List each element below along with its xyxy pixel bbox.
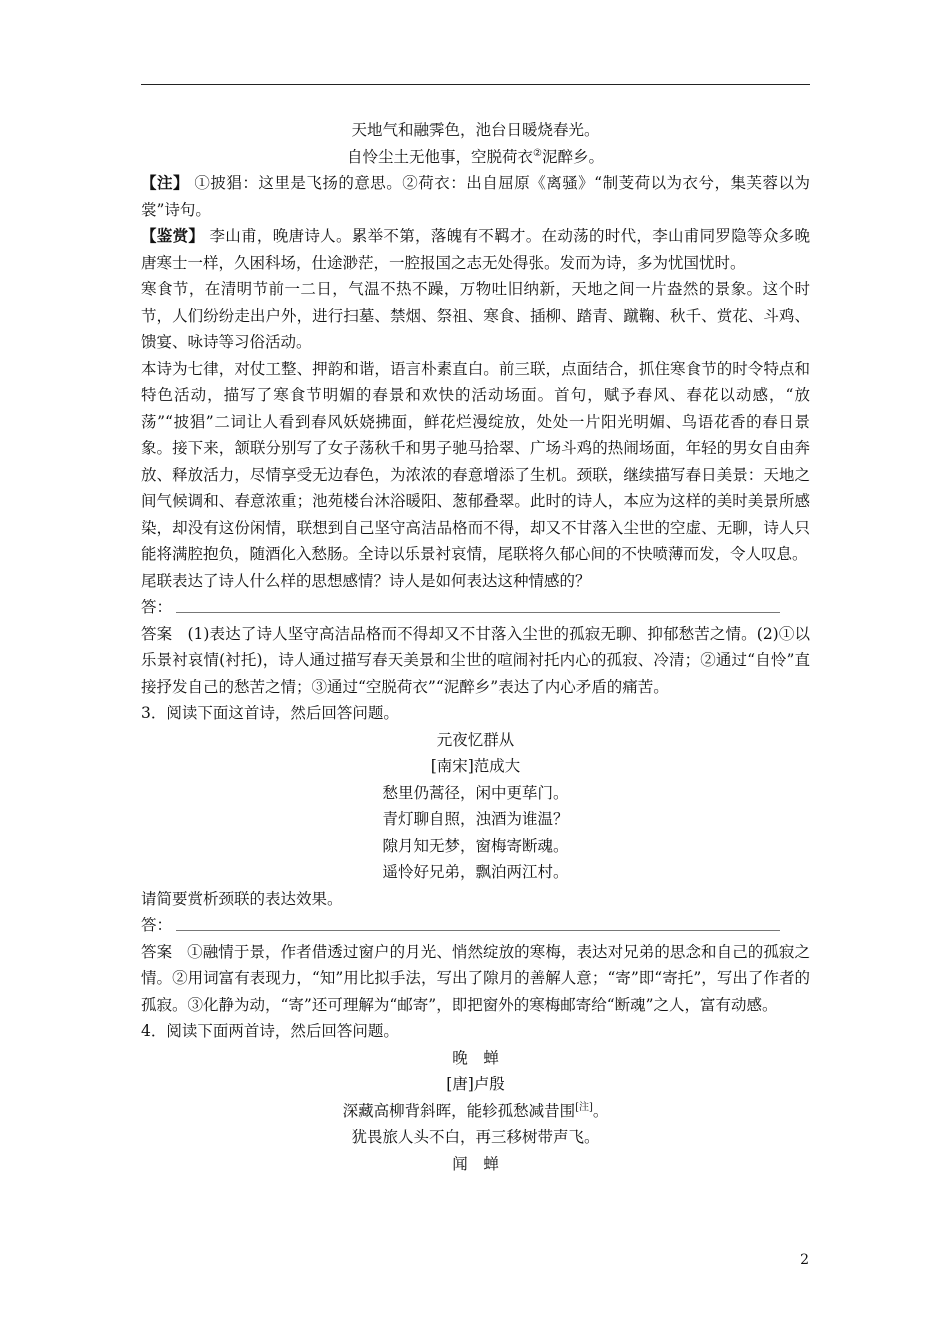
note-text: ①披猖：这里是飞扬的意思。②荷衣：出自屈原《离骚》“制芰荷以为衣兮，集芙蓉以为裳”诗句。 bbox=[141, 174, 810, 219]
poem-title: 晚 蝉 bbox=[452, 1048, 499, 1067]
answer-underline bbox=[176, 612, 780, 613]
appreciation-paragraph: 寒食节，在清明节前一二日，气温不热不躁，万物吐旧纳新，天地之间一片盎然的景象。这个时节，人们纷纷走出户外，进行扫墓、禁烟、祭祖、寒食、插柳、踏青、蹴鞠、秋千、赏花、斗鸡、馈宴、咏诗等习俗活动。 bbox=[141, 280, 810, 351]
note-marker: [注] bbox=[575, 1101, 593, 1113]
answer-paragraph bbox=[141, 939, 810, 1019]
poem-author: [南宋]范成大 bbox=[430, 757, 521, 775]
page-number: 2 bbox=[800, 1252, 809, 1268]
answer-prefix: 答： bbox=[141, 598, 173, 616]
answer-paragraph bbox=[141, 621, 810, 701]
poem-text: 深藏高柳背斜晖，能轸孤愁减昔围 bbox=[342, 1101, 576, 1120]
poem-text: 泥醉乡。 bbox=[541, 147, 604, 166]
question-text: 尾联表达了诗人什么样的思想感情？诗人是如何表达这种情感的？ bbox=[141, 571, 591, 590]
poem-author: [唐]卢殷 bbox=[446, 1075, 505, 1093]
appreciation-paragraph: 本诗为七律，对仗工整、押韵和谐，语言朴素直白。前三联，点面结合，抓住寒食节的时令特点和特色活动，描写了寒食节明媚的春景和欢快的活动场面。首句，赋予春风、春花以动感，“放荡”“披猖”二词让人看到春风妖娆拂面，鲜花烂漫绽放，处处一片阳光明媚、鸟语花香的春日景象。接下来，颔联分别写了女子荡秋千和男子驰马拾翠、广场斗鸡的热闹场面，年轻的男女自由奔放、释放活力，尽情享受无边春色，为浓浓的春意增添了生机。颈联，继续描写春日美景：天地之间气候调和、春意浓重；池苑楼台沐浴暖阳、葱郁叠翠。此时的诗人，本应为这样的美时美景所感染，却没有这份闲情，联想到自己坚守高洁品格而不得，却又不甘落入尘世的空虚、无聊，诗人只能将满腔抱负，随酒化入愁肠。全诗以乐景衬哀情，尾联将久郁心间的不快喷薄而发，令人叹息。 bbox=[141, 359, 810, 563]
question-text: 请简要赏析颈联的表达效果。 bbox=[141, 889, 343, 908]
appreciation-paragraph bbox=[141, 223, 810, 276]
question-heading: 4．阅读下面两首诗，然后回答问题。 bbox=[141, 1022, 399, 1040]
poem-line: 青灯聊自照，浊酒为谁温？ bbox=[382, 810, 569, 828]
poem-line: 遥怜好兄弟，飘泊两江村。 bbox=[382, 863, 569, 881]
page-content bbox=[141, 117, 810, 1177]
answer-label: 答案 bbox=[141, 624, 173, 643]
poem-text: 自怜尘土无他事，空脱荷衣 bbox=[347, 147, 534, 166]
answer-label: 答案 bbox=[141, 942, 173, 961]
poem-line bbox=[141, 144, 810, 171]
poem-text: 。 bbox=[592, 1101, 609, 1120]
note-paragraph bbox=[141, 170, 810, 223]
header-rule bbox=[141, 84, 810, 85]
answer-prefix: 答： bbox=[141, 916, 173, 934]
answer-blank[interactable] bbox=[141, 594, 810, 621]
poem-title: 闻 蝉 bbox=[452, 1154, 499, 1173]
poem-line: 隙月知无梦，窗梅寄断魂。 bbox=[382, 836, 569, 855]
note-marker: ② bbox=[533, 147, 542, 159]
poem-line: 天地气和融霁色，池台日暖烧春光。 bbox=[351, 121, 600, 139]
poem-line bbox=[141, 1098, 810, 1125]
appreciation-label: 【鉴赏】 bbox=[141, 226, 205, 245]
poem-line: 愁里仍蒿径，闲中更荜门。 bbox=[382, 783, 569, 802]
answer-underline bbox=[176, 930, 780, 931]
poem-title: 元夜忆群从 bbox=[436, 730, 515, 749]
poem-line: 犹畏旅人头不白，再三移树带声飞。 bbox=[351, 1128, 600, 1146]
question-heading: 3．阅读下面这首诗，然后回答问题。 bbox=[141, 704, 399, 722]
answer-blank[interactable] bbox=[141, 912, 810, 939]
answer-text: ①融情于景，作者借透过窗户的月光、悄然绽放的寒梅，表达对兄弟的思念和自己的孤寂之情。②用词富有表现力，“知”用比拟手法，写出了隙月的善解人意；“寄”即“寄托”，写出了作者的孤寂。③化静为动，“寄”还可理解为“邮寄”，即把窗外的寒梅邮寄给“断魂”之人，富有动感。 bbox=[141, 942, 810, 1014]
answer-text: (1)表达了诗人坚守高洁品格而不得却又不甘落入尘世的孤寂无聊、抑郁愁苦之情。(2)①以乐景衬哀情(衬托)，诗人通过描写春天美景和尘世的喧闹衬托内心的孤寂、冷清；②通过“自怜”直接抒发自己的愁苦之情；③通过“空脱荷衣”“泥醉乡”表达了内心矛盾的痛苦。 bbox=[141, 624, 810, 696]
appreciation-text: 李山甫，晚唐诗人。累举不第，落魄有不羁才。在动荡的时代，李山甫同罗隐等众多晚唐寒士一样，久困科场，仕途渺茫，一腔报国之志无处得张。发而为诗，多为忧国忧时。 bbox=[141, 227, 810, 272]
note-label: 【注】 bbox=[141, 173, 189, 192]
